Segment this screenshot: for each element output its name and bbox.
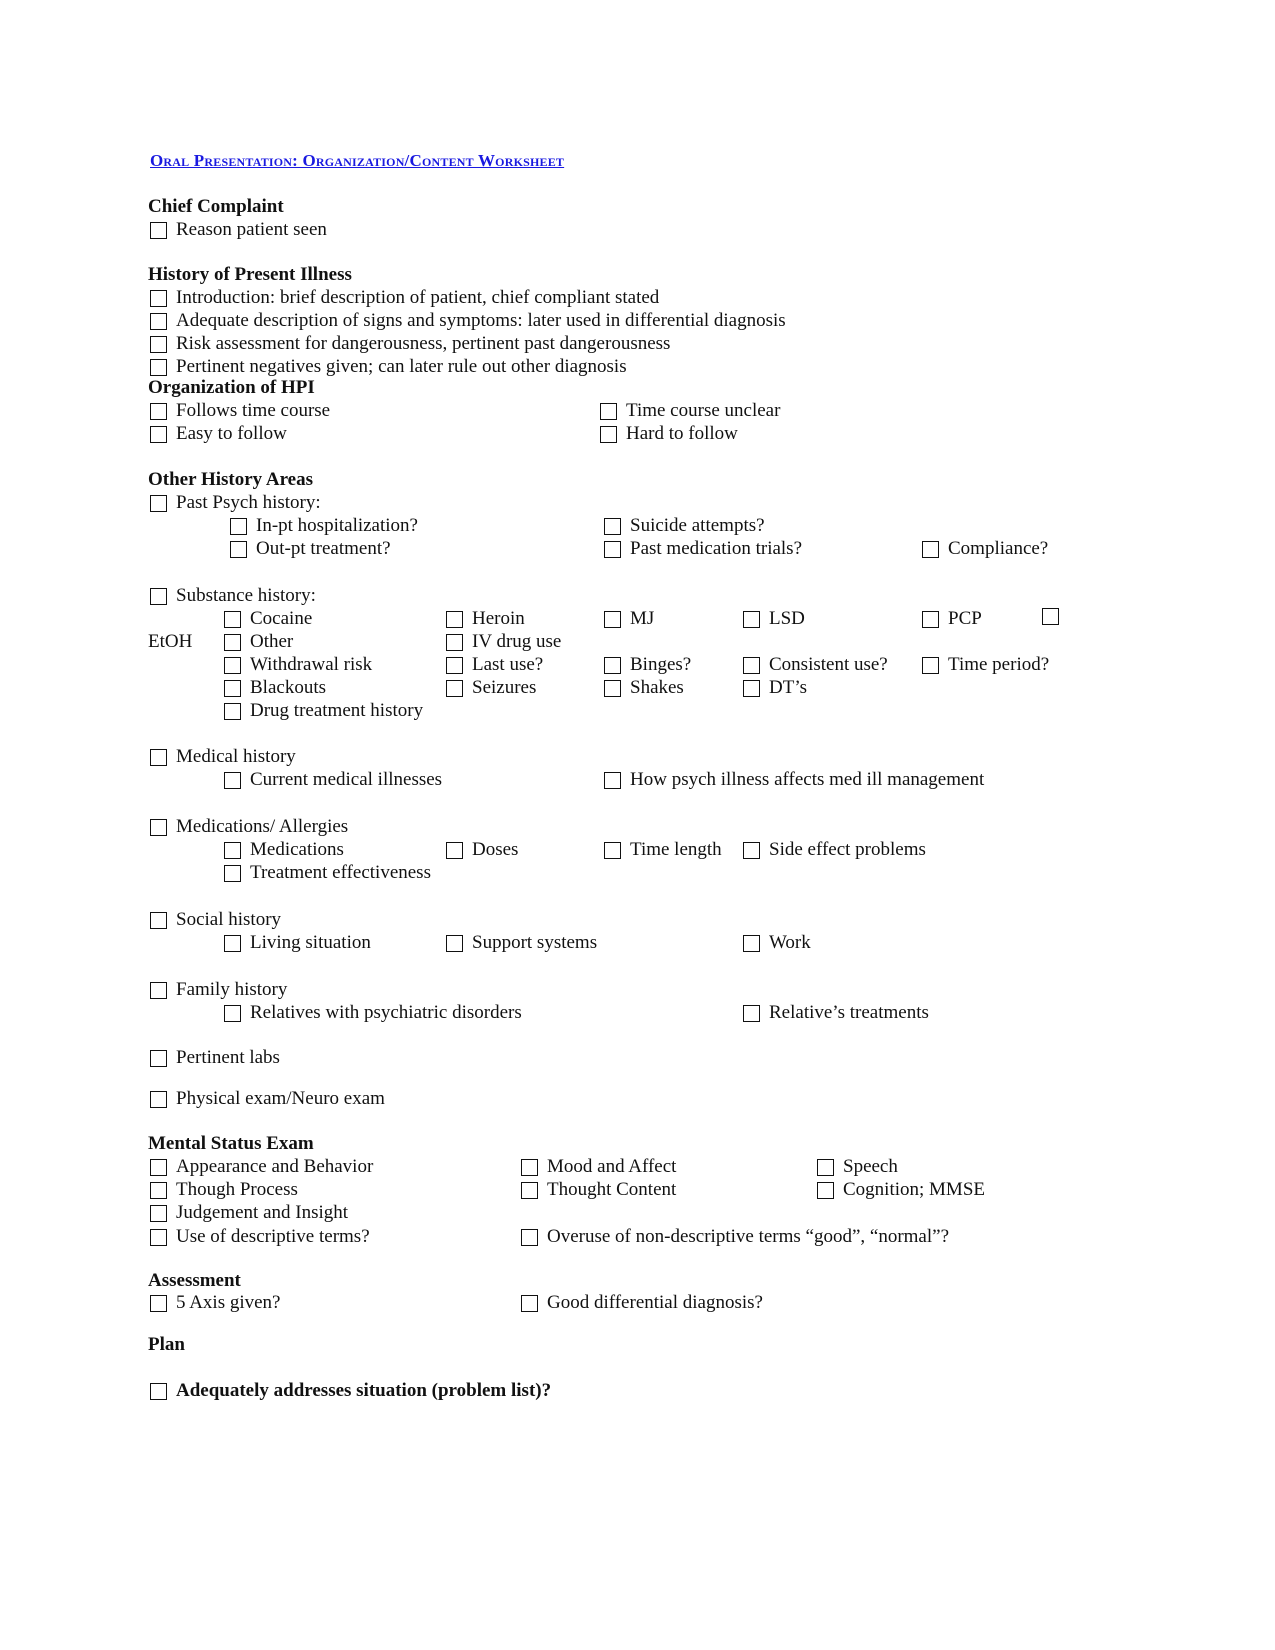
checkbox-box[interactable] bbox=[150, 359, 167, 376]
checkbox-mood-affect[interactable]: Mood and Affect bbox=[521, 1156, 676, 1178]
checkbox-box[interactable] bbox=[150, 1159, 167, 1176]
checkbox-box[interactable] bbox=[521, 1295, 538, 1312]
checkbox-box[interactable] bbox=[150, 495, 167, 512]
checkbox-box[interactable] bbox=[224, 865, 241, 882]
org-hpi-heading: Organization of HPI bbox=[148, 377, 315, 398]
checkbox-past-medication-trials[interactable]: Past medication trials? bbox=[604, 538, 802, 560]
chief-complaint-heading: Chief Complaint bbox=[148, 196, 284, 217]
checkbox-last-use[interactable]: Last use? bbox=[446, 654, 543, 676]
checkbox-box[interactable] bbox=[600, 426, 617, 443]
checkbox-psych-illness-affects[interactable]: How psych illness affects med ill management bbox=[604, 769, 984, 791]
checkbox-unlabeled[interactable] bbox=[1042, 608, 1068, 625]
checkbox-box[interactable] bbox=[150, 588, 167, 605]
checkbox-box[interactable] bbox=[150, 1295, 167, 1312]
checkbox-medications-allergies[interactable]: Medications/ Allergies bbox=[150, 816, 348, 838]
checkbox-compliance[interactable]: Compliance? bbox=[922, 538, 1048, 560]
checkbox-box[interactable] bbox=[817, 1159, 834, 1176]
checkbox-cocaine[interactable]: Cocaine bbox=[224, 608, 312, 630]
checkbox-box[interactable] bbox=[150, 1229, 167, 1246]
checkbox-box[interactable] bbox=[743, 611, 760, 628]
checkbox-box[interactable] bbox=[224, 935, 241, 952]
checkbox-pcp[interactable]: PCP bbox=[922, 608, 982, 630]
checkbox-box[interactable] bbox=[150, 1205, 167, 1222]
checkbox-appearance-behavior[interactable]: Appearance and Behavior bbox=[150, 1156, 373, 1178]
checkbox-box[interactable] bbox=[446, 935, 463, 952]
checkbox-box[interactable] bbox=[150, 912, 167, 929]
checkbox-adequate-description[interactable]: Adequate description of signs and symptoms: later used in differential diagnosis bbox=[150, 310, 786, 332]
checkbox-box[interactable] bbox=[521, 1229, 538, 1246]
checkbox-easy-to-follow[interactable]: Easy to follow bbox=[150, 423, 287, 445]
checkbox-box[interactable] bbox=[224, 657, 241, 674]
checkbox-support-systems[interactable]: Support systems bbox=[446, 932, 597, 954]
checkbox-mj[interactable]: MJ bbox=[604, 608, 654, 630]
checkbox-reason-patient-seen[interactable]: Reason patient seen bbox=[150, 219, 327, 241]
checkbox-box[interactable] bbox=[604, 772, 621, 789]
checkbox-box[interactable] bbox=[604, 611, 621, 628]
checkbox-box[interactable] bbox=[150, 1091, 167, 1108]
checkbox-lsd[interactable]: LSD bbox=[743, 608, 805, 630]
checkbox-seizures[interactable]: Seizures bbox=[446, 677, 536, 699]
checkbox-box[interactable] bbox=[150, 336, 167, 353]
checkbox-hard-to-follow[interactable]: Hard to follow bbox=[600, 423, 738, 445]
checkbox-withdrawal-risk[interactable]: Withdrawal risk bbox=[224, 654, 372, 676]
checkbox-box[interactable] bbox=[817, 1182, 834, 1199]
checkbox-box[interactable] bbox=[922, 541, 939, 558]
checkbox-box[interactable] bbox=[922, 657, 939, 674]
mse-heading: Mental Status Exam bbox=[148, 1133, 314, 1154]
checkbox-suicide-attempts[interactable]: Suicide attempts? bbox=[604, 515, 765, 537]
checkbox-overuse-nondescriptive[interactable]: Overuse of non-descriptive terms “good”, “normal”? bbox=[521, 1226, 949, 1248]
checkbox-box[interactable] bbox=[224, 680, 241, 697]
checkbox-box[interactable] bbox=[150, 982, 167, 999]
checkbox-box[interactable] bbox=[446, 634, 463, 651]
checkbox-relatives-treatments[interactable]: Relative’s treatments bbox=[743, 1002, 929, 1024]
checkbox-box[interactable] bbox=[446, 657, 463, 674]
checkbox-family-history[interactable]: Family history bbox=[150, 979, 287, 1001]
worksheet-title: Oral Presentation: Organization/Content Worksheet bbox=[150, 151, 565, 170]
checkbox-box[interactable] bbox=[604, 541, 621, 558]
checkbox-box[interactable] bbox=[230, 541, 247, 558]
checkbox-box[interactable] bbox=[230, 518, 247, 535]
etoh-label: EtOH bbox=[148, 631, 193, 652]
checkbox-current-medical-illnesses[interactable]: Current medical illnesses bbox=[224, 769, 442, 791]
checkbox-box[interactable] bbox=[150, 819, 167, 836]
checkbox-relatives-psychiatric[interactable]: Relatives with psychiatric disorders bbox=[224, 1002, 522, 1024]
checkbox-box[interactable] bbox=[150, 1050, 167, 1067]
checkbox-physical-exam[interactable]: Physical exam/Neuro exam bbox=[150, 1088, 385, 1110]
checkbox-iv-drug-use[interactable]: IV drug use bbox=[446, 631, 561, 653]
assessment-heading: Assessment bbox=[148, 1270, 241, 1291]
checkbox-pertinent-negatives[interactable]: Pertinent negatives given; can later rule out other diagnosis bbox=[150, 356, 627, 378]
checkbox-shakes[interactable]: Shakes bbox=[604, 677, 684, 699]
checkbox-differential-diagnosis[interactable]: Good differential diagnosis? bbox=[521, 1292, 763, 1314]
checkbox-treatment-effectiveness[interactable]: Treatment effectiveness bbox=[224, 862, 431, 884]
checkbox-box[interactable] bbox=[150, 1383, 167, 1400]
checkbox-speech[interactable]: Speech bbox=[817, 1156, 898, 1178]
checkbox-box[interactable] bbox=[922, 611, 939, 628]
checkbox-dts[interactable]: DT’s bbox=[743, 677, 807, 699]
checkbox-box[interactable] bbox=[743, 842, 760, 859]
checkbox-blackouts[interactable]: Blackouts bbox=[224, 677, 326, 699]
hpi-heading: History of Present Illness bbox=[148, 264, 352, 285]
checkbox-box[interactable] bbox=[150, 290, 167, 307]
checkbox-medications[interactable]: Medications bbox=[224, 839, 344, 861]
checkbox-side-effect-problems[interactable]: Side effect problems bbox=[743, 839, 926, 861]
checkbox-substance-history[interactable]: Substance history: bbox=[150, 585, 316, 607]
checkbox-other[interactable]: Other bbox=[224, 631, 293, 653]
checkbox-box[interactable] bbox=[224, 611, 241, 628]
checkbox-box[interactable] bbox=[224, 842, 241, 859]
checkbox-though-process[interactable]: Though Process bbox=[150, 1179, 298, 1201]
checkbox-box[interactable] bbox=[150, 403, 167, 420]
checkbox-box[interactable] bbox=[743, 680, 760, 697]
checkbox-social-history[interactable]: Social history bbox=[150, 909, 281, 931]
checkbox-heroin[interactable]: Heroin bbox=[446, 608, 525, 630]
checkbox-risk-assessment[interactable]: Risk assessment for dangerousness, pertinent past dangerousness bbox=[150, 333, 670, 355]
checkbox-thought-content[interactable]: Thought Content bbox=[521, 1179, 676, 1201]
checkbox-descriptive-terms[interactable]: Use of descriptive terms? bbox=[150, 1226, 370, 1248]
checkbox-box[interactable] bbox=[521, 1159, 538, 1176]
checkbox-binges[interactable]: Binges? bbox=[604, 654, 691, 676]
checkbox-doses[interactable]: Doses bbox=[446, 839, 518, 861]
checkbox-box[interactable] bbox=[604, 657, 621, 674]
checkbox-box[interactable] bbox=[224, 1005, 241, 1022]
checkbox-time-period[interactable]: Time period? bbox=[922, 654, 1049, 676]
checkbox-box[interactable] bbox=[600, 403, 617, 420]
checkbox-consistent-use[interactable]: Consistent use? bbox=[743, 654, 888, 676]
checkbox-time-length[interactable]: Time length bbox=[604, 839, 722, 861]
checkbox-box[interactable] bbox=[224, 634, 241, 651]
checkbox-box[interactable] bbox=[604, 518, 621, 535]
checkbox-pertinent-labs[interactable]: Pertinent labs bbox=[150, 1047, 280, 1069]
checkbox-box[interactable] bbox=[446, 611, 463, 628]
checkbox-cognition-mmse[interactable]: Cognition; MMSE bbox=[817, 1179, 985, 1201]
checkbox-box[interactable] bbox=[150, 749, 167, 766]
checkbox-box[interactable] bbox=[604, 842, 621, 859]
checkbox-judgement-insight[interactable]: Judgement and Insight bbox=[150, 1202, 348, 1224]
checkbox-outpt-treatment[interactable]: Out-pt treatment? bbox=[230, 538, 391, 560]
checkbox-box[interactable] bbox=[743, 657, 760, 674]
checkbox-box[interactable] bbox=[743, 935, 760, 952]
checkbox-box[interactable] bbox=[1042, 608, 1059, 625]
checkbox-adequately-addresses[interactable]: Adequately addresses situation (problem list)? bbox=[150, 1380, 551, 1402]
checkbox-work[interactable]: Work bbox=[743, 932, 811, 954]
checkbox-time-course-unclear[interactable]: Time course unclear bbox=[600, 400, 780, 422]
checkbox-follows-time-course[interactable]: Follows time course bbox=[150, 400, 330, 422]
checkbox-box[interactable] bbox=[150, 1182, 167, 1199]
plan-heading: Plan bbox=[148, 1334, 185, 1355]
checkbox-box[interactable] bbox=[150, 222, 167, 239]
checkbox-living-situation[interactable]: Living situation bbox=[224, 932, 371, 954]
checkbox-inpt-hospitalization[interactable]: In-pt hospitalization? bbox=[230, 515, 418, 537]
checkbox-box[interactable] bbox=[224, 772, 241, 789]
other-history-heading: Other History Areas bbox=[148, 469, 313, 490]
checkbox-introduction[interactable]: Introduction: brief description of patient, chief compliant stated bbox=[150, 287, 659, 309]
checkbox-box[interactable] bbox=[604, 680, 621, 697]
checkbox-box[interactable] bbox=[743, 1005, 760, 1022]
checkbox-5-axis[interactable]: 5 Axis given? bbox=[150, 1292, 281, 1314]
checkbox-past-psych-history[interactable]: Past Psych history: bbox=[150, 492, 321, 514]
checkbox-box[interactable] bbox=[224, 703, 241, 720]
checkbox-box[interactable] bbox=[150, 426, 167, 443]
checkbox-medical-history[interactable]: Medical history bbox=[150, 746, 296, 768]
checkbox-box[interactable] bbox=[446, 680, 463, 697]
checkbox-box[interactable] bbox=[150, 313, 167, 330]
checkbox-box[interactable] bbox=[521, 1182, 538, 1199]
checkbox-drug-treatment-history[interactable]: Drug treatment history bbox=[224, 700, 423, 722]
checkbox-box[interactable] bbox=[446, 842, 463, 859]
